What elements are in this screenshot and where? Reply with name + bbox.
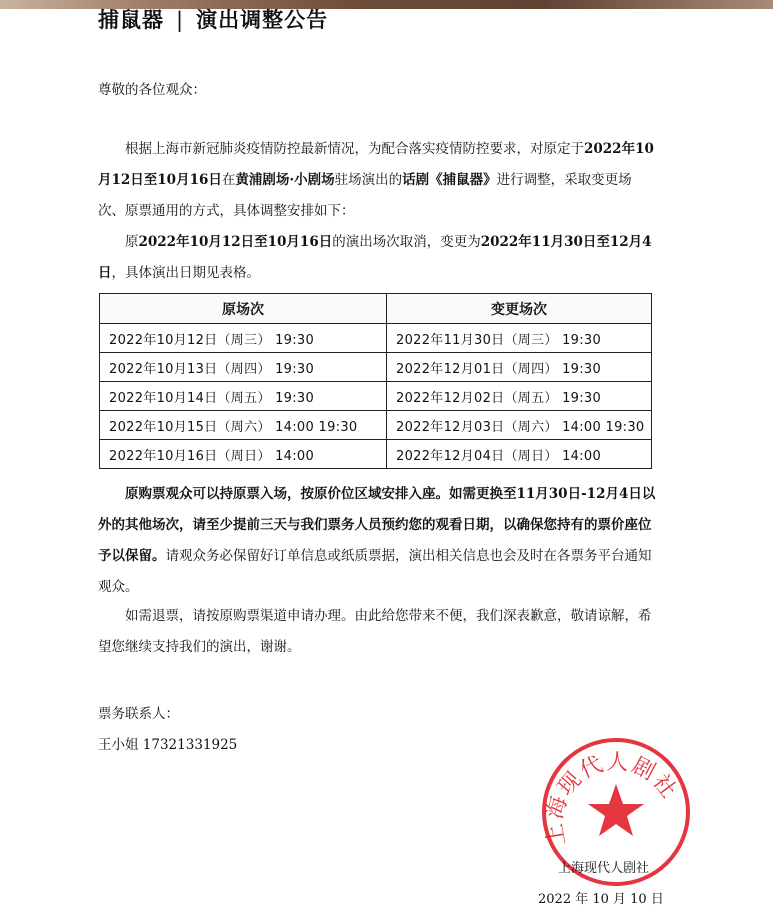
contact-label: 票务联系人： [98, 706, 179, 722]
table-row [100, 382, 652, 411]
para2-new-dates: 2022年11月30日至12月4日 [98, 234, 652, 281]
notice-title: 演出调整公告 [196, 8, 329, 32]
new-session-cell: 2022年12月03日（周六） 14:00 19:30 [387, 411, 652, 440]
para1-text-4: 进行调整，采取变更场次、原票通用的方式，具体调整安排如下： [98, 172, 632, 219]
para1-text-3: 驻场演出的 [334, 172, 403, 188]
original-session-cell: 2022年10月14日（周五） 19:30 [100, 382, 387, 411]
schedule-table [99, 293, 652, 469]
para2-cancelled-dates: 2022年10月12日至10月16日 [138, 234, 333, 250]
paragraph-refund: 如需退票，请按原购票渠道申请办理。由此给您带来不便，我们深表歉意，敬请谅解，希望您继续支持我们的演出，谢谢。 [98, 608, 652, 655]
para2-text-3: ，具体演出日期见表格。 [111, 265, 260, 281]
show-title: 捕鼠器 [98, 8, 164, 32]
table-row [100, 353, 652, 382]
table-row [100, 440, 652, 469]
issuer-signature: 上海现代人剧社 [558, 861, 650, 876]
paragraph-announcement [98, 134, 658, 227]
para1-text-2: 在 [221, 172, 236, 188]
original-session-cell: 2022年10月13日（周四） 19:30 [100, 353, 387, 382]
table-row [100, 411, 652, 440]
new-session-cell: 2022年12月04日（周日） 14:00 [387, 440, 652, 469]
para1-venue: 黄浦剧场·小剧场 [235, 172, 335, 188]
table-row [100, 324, 652, 353]
title-separator: | [176, 8, 185, 32]
original-session-cell: 2022年10月12日（周三） 19:30 [100, 324, 387, 353]
para2-text-1: 原 [125, 234, 139, 250]
paragraph-reschedule [98, 227, 658, 289]
contact-value: 王小姐 17321331925 [98, 737, 238, 753]
seal-text: 上海现代人剧社 [542, 749, 682, 848]
new-session-cell: 2022年11月30日（周三） 19:30 [387, 324, 652, 353]
header-new-session: 变更场次 [387, 294, 652, 324]
table-header-row [100, 294, 652, 324]
para1-original-dates: 2022年10月12日至10月16日 [98, 141, 654, 188]
seal-star-icon [588, 784, 644, 836]
page-title [98, 4, 328, 34]
para2-text-2: 的演出场次取消，变更为 [332, 234, 481, 250]
header-original-session: 原场次 [100, 294, 387, 324]
para3-policy-bold: 原购票观众可以持原票入场，按原价位区域安排入座。如需更换至11月30日-12月4日以外的其他场次，请至少提前三天与我们票务人员预约您的观看日期，以确保您持有的票价座位予以保留。 [98, 486, 656, 564]
paragraph-ticket-policy [98, 479, 658, 603]
para1-text-1: 根据上海市新冠肺炎疫情防控最新情况，为配合落实疫情防控要求，对原定于 [125, 141, 584, 157]
para3-text: 请观众务必保留好订单信息或纸质票据，演出相关信息也会及时在各票务平台通知观众。 [98, 548, 652, 595]
original-session-cell: 2022年10月15日（周六） 14:00 19:30 [100, 411, 387, 440]
new-session-cell: 2022年12月02日（周五） 19:30 [387, 382, 652, 411]
new-session-cell: 2022年12月01日（周四） 19:30 [387, 353, 652, 382]
original-session-cell: 2022年10月16日（周日） 14:00 [100, 440, 387, 469]
issue-date: 2022 年 10 月 10 日 [538, 892, 664, 907]
para1-show-name: 话剧《捕鼠器》 [402, 172, 497, 188]
greeting: 尊敬的各位观众： [98, 82, 206, 98]
